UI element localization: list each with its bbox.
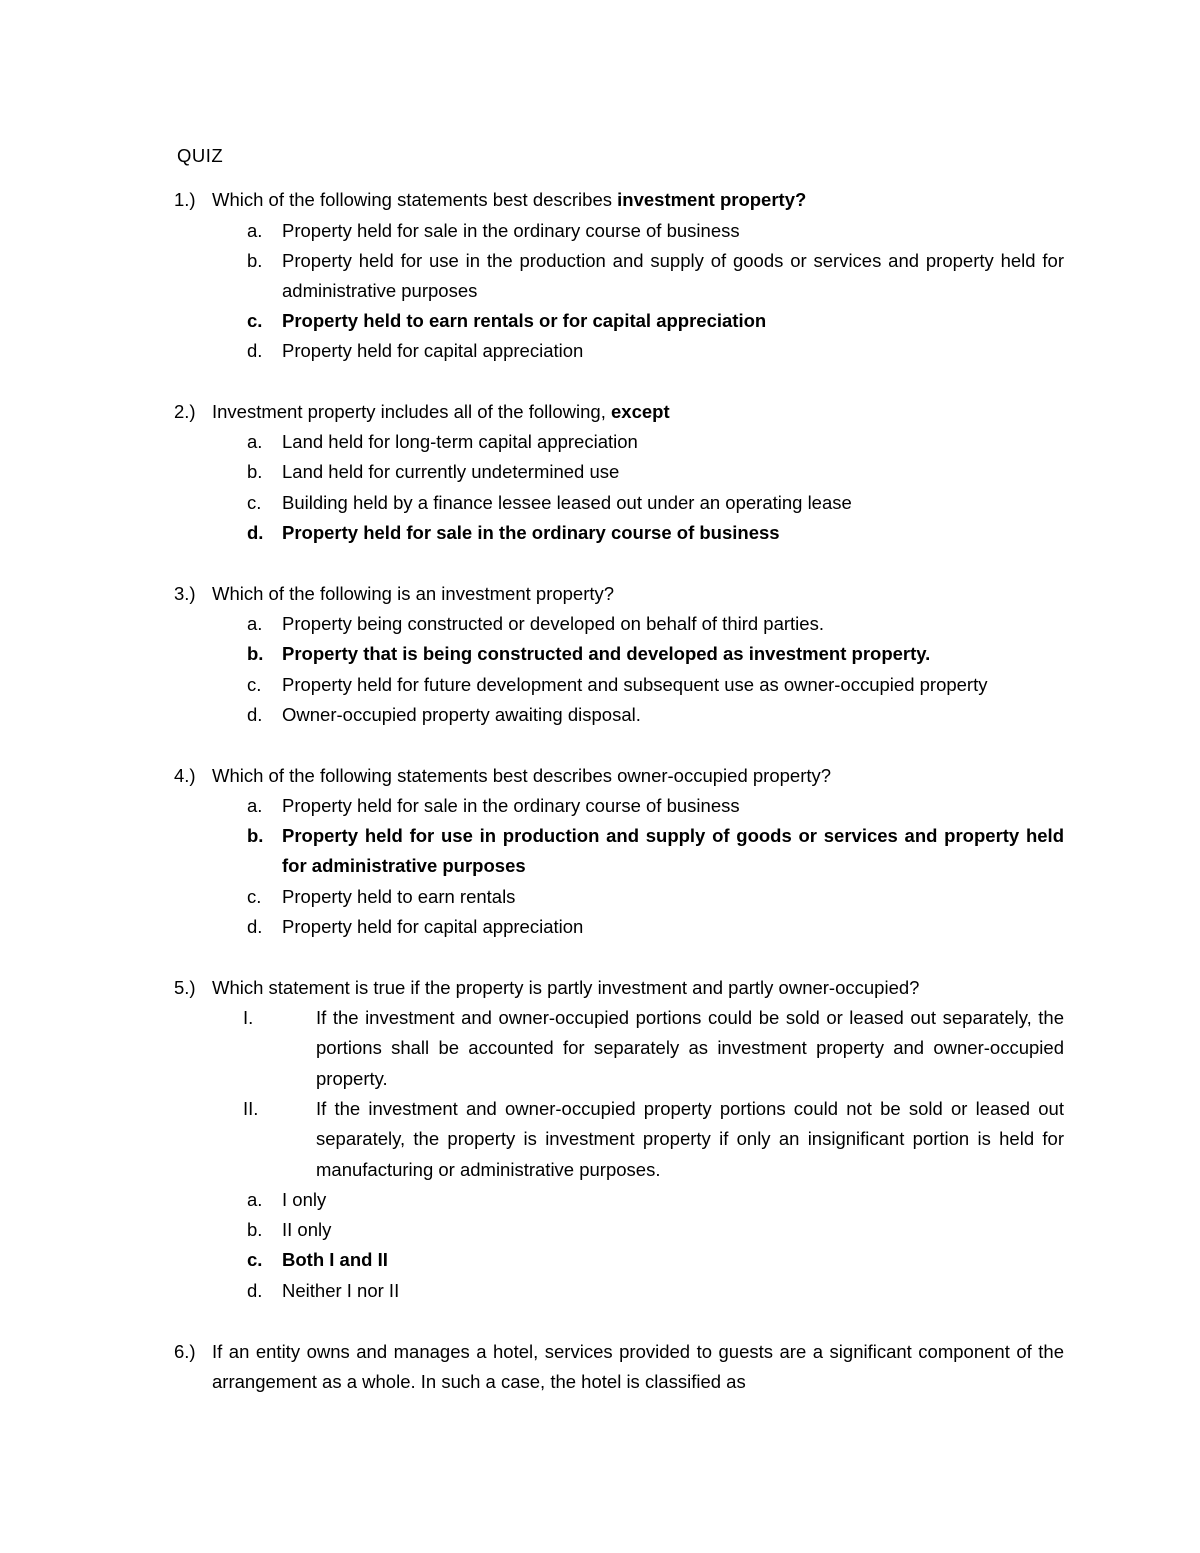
question-text: Which of the following statements best describes investment property?	[212, 189, 807, 210]
option-5c-correct: c. Both I and II	[247, 1249, 388, 1270]
option-1b: b. Property held for use in the production and supply of goods or services and property held for administrative purposes	[247, 250, 1064, 301]
option-5b: b. II only	[247, 1219, 332, 1240]
option-1c-correct: c. Property held to earn rentals or for capital appreciation	[247, 310, 767, 331]
option-1d: d. Property held for capital appreciation	[247, 340, 584, 361]
question-text: Which of the following statements best describes owner-occupied property?	[212, 765, 832, 786]
question-6	[174, 1337, 1064, 1397]
question-text: If an entity owns and manages a hotel, services provided to guests are a significant component of the arrangement as a whole. In such a case, the hotel is classified as	[212, 1341, 1064, 1392]
statement-i: I. If the investment and owner-occupied portions could be sold or leased out separately, the portions shall be accounted for separately as investment property and owner-occupied property.	[243, 1007, 1064, 1089]
question-emphasis: except	[611, 401, 670, 422]
question-number: 4.)	[174, 765, 196, 786]
option-2d-correct: d. Property held for sale in the ordinary course of business	[247, 522, 780, 543]
question-number: 3.)	[174, 583, 196, 604]
question-4	[174, 761, 1064, 791]
question-5	[174, 973, 1064, 1003]
question-number: 1.)	[174, 189, 196, 210]
question-text: Investment property includes all of the following, except	[212, 401, 670, 422]
option-2c: c. Building held by a finance lessee leased out under an operating lease	[247, 492, 852, 513]
option-3d: d. Owner-occupied property awaiting disposal.	[247, 704, 641, 725]
option-1a: a. Property held for sale in the ordinary course of business	[247, 220, 740, 241]
option-2a: a. Land held for long-term capital appreciation	[247, 431, 638, 452]
statement-ii: II. If the investment and owner-occupied property portions could not be sold or leased out separately, the property is investment property if only an insignificant portion is held for manufacturing or administrative purposes.	[243, 1098, 1064, 1180]
question-2	[174, 397, 1064, 427]
option-4c: c. Property held to earn rentals	[247, 886, 516, 907]
option-4b-correct: b. Property held for use in production and supply of goods or services and property held for administrative purposes	[247, 825, 1064, 876]
question-number: 6.)	[174, 1341, 196, 1362]
option-5a: a. I only	[247, 1189, 327, 1210]
option-3a: a. Property being constructed or developed on behalf of third parties.	[247, 613, 824, 634]
option-4d: d. Property held for capital appreciation	[247, 916, 584, 937]
option-3b-correct: b. Property that is being constructed and developed as investment property.	[247, 643, 931, 664]
question-text: Which statement is true if the property is partly investment and partly owner-occupied?	[212, 977, 920, 998]
question-emphasis: investment property?	[617, 189, 807, 210]
option-4a: a. Property held for sale in the ordinary course of business	[247, 795, 740, 816]
option-2b: b. Land held for currently undetermined use	[247, 461, 620, 482]
option-5d: d. Neither I nor II	[247, 1280, 400, 1301]
page-title: QUIZ	[177, 145, 224, 166]
option-3c: c. Property held for future development and subsequent use as owner-occupied property	[247, 674, 988, 695]
question-number: 5.)	[174, 977, 196, 998]
question-number: 2.)	[174, 401, 196, 422]
question-text: Which of the following is an investment property?	[212, 583, 615, 604]
question-3	[174, 579, 1064, 609]
question-1	[174, 185, 1064, 215]
